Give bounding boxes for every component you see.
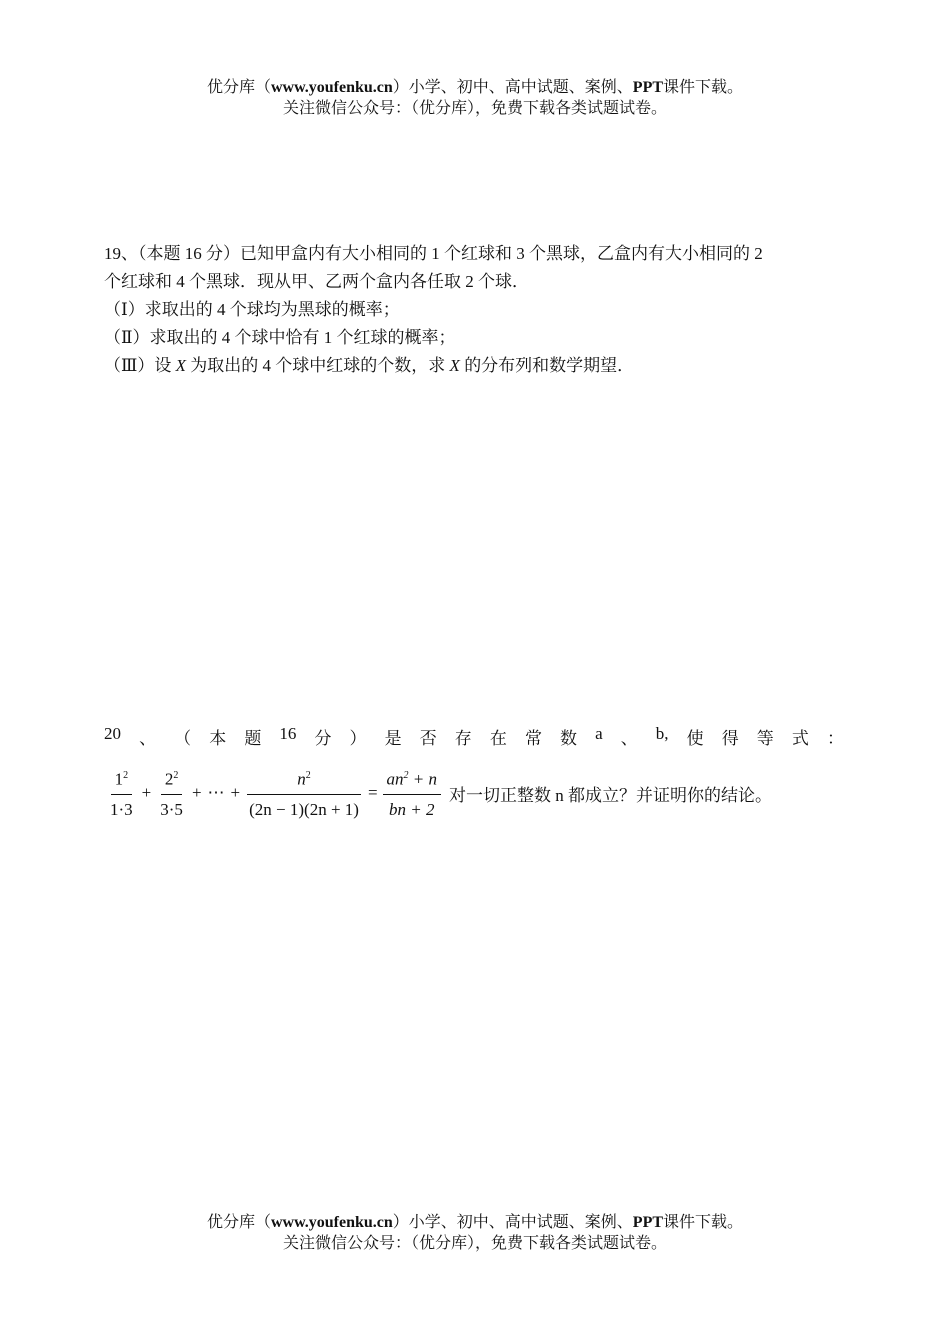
q20-question-text: 对一切正整数 n 都成立？并证明你的结论。 <box>449 785 773 805</box>
q20-heading-token: 常 <box>524 729 542 748</box>
q20-heading-token: 在 <box>489 729 507 748</box>
q19-part-3-text: 为取出的 4 个球中红球的个数，求 <box>186 356 450 375</box>
q19-part-1: （Ⅰ）求取出的 4 个球均为黑球的概率； <box>104 300 400 319</box>
q20-heading-token: 式 <box>791 729 809 748</box>
q20-heading-token: 、 <box>139 729 157 748</box>
q20-heading-token: 题 <box>244 729 262 748</box>
q20-heading-token: 数 <box>560 729 578 748</box>
q20-heading-token: 否 <box>419 729 437 748</box>
header-text: ）小学、初中、高中试题、案例、 <box>392 79 633 96</box>
variable-x: X <box>175 356 187 375</box>
footer-text: 课件下载。 <box>663 1214 744 1231</box>
q19-part-3 <box>104 352 850 380</box>
equals-sign: = <box>367 783 378 802</box>
q20-heading-token: 得 <box>721 729 739 748</box>
q20-heading-token: ： <box>826 729 844 748</box>
question-19 <box>104 240 850 380</box>
q20-heading-token: 、 <box>620 729 638 748</box>
q20-heading-token: 16 <box>279 724 297 743</box>
q19-line-1: 19、（本题 16 分）已知甲盒内有大小相同的 1 个红球和 3 个黑球，乙盒内有大小相同的 2 <box>104 244 763 263</box>
variable-x: X <box>449 356 460 375</box>
q19-part-3-text: 的分布列和数学期望． <box>459 356 635 375</box>
header-url: www.youfenku.cn <box>270 79 393 96</box>
plus-sign: + <box>230 783 241 802</box>
page-header <box>0 77 950 119</box>
footer-line-2: 关注微信公众号：（优分库），免费下载各类试题试卷。 <box>282 1235 667 1252</box>
q20-heading-token: 本 <box>209 729 227 748</box>
footer-ppt: PPT <box>632 1214 664 1231</box>
q20-heading <box>104 724 844 749</box>
header-text: 课件下载。 <box>663 79 744 96</box>
q20-heading-token: a <box>595 724 603 743</box>
page-footer <box>0 1212 950 1254</box>
q19-part-2: （Ⅱ）求取出的 4 个球中恰有 1 个红球的概率； <box>104 328 456 347</box>
fraction-2: $\frac{2^2}{3\cdot 5}$ <box>156 764 187 823</box>
fraction-rhs: $\frac{an^2 + n}{bn + 2}$ <box>383 764 441 823</box>
q20-heading-token: 使 <box>686 729 704 748</box>
plus-sign: + <box>141 783 152 802</box>
q20-heading-token: 分 <box>314 729 332 748</box>
fraction-general: $\frac{n^2}{(2n - 1)(2n + 1)}$ <box>245 764 363 823</box>
q20-heading-token: （ <box>174 729 192 748</box>
footer-text: ）小学、初中、高中试题、案例、 <box>392 1214 633 1231</box>
q20-heading-token: ） <box>349 729 367 748</box>
q19-part-3-text: （Ⅲ）设 <box>104 356 176 375</box>
q20-heading-token: b, <box>655 724 669 743</box>
header-ppt: PPT <box>632 79 664 96</box>
header-line-2: 关注微信公众号：（优分库），免费下载各类试题试卷。 <box>282 100 667 117</box>
q20-heading-token: 是 <box>384 729 402 748</box>
q20-heading-token: 20 <box>104 724 121 743</box>
q20-heading-token: 等 <box>756 729 774 748</box>
footer-text: 优分库（ <box>206 1214 271 1231</box>
q20-formula <box>104 760 772 826</box>
fraction-1: $\frac{1^2}{1\cdot 3}$ <box>106 764 137 823</box>
q19-line-2: 个红球和 4 个黑球．现从甲、乙两个盒内各任取 2 个球． <box>104 272 529 291</box>
ellipsis: ⋯ <box>207 783 225 802</box>
footer-line-1 <box>0 1212 950 1233</box>
plus-sign: + <box>191 783 202 802</box>
footer-url: www.youfenku.cn <box>270 1214 393 1231</box>
header-line-1 <box>0 77 950 98</box>
q20-heading-token: 存 <box>454 729 472 748</box>
header-text: 优分库（ <box>206 79 271 96</box>
